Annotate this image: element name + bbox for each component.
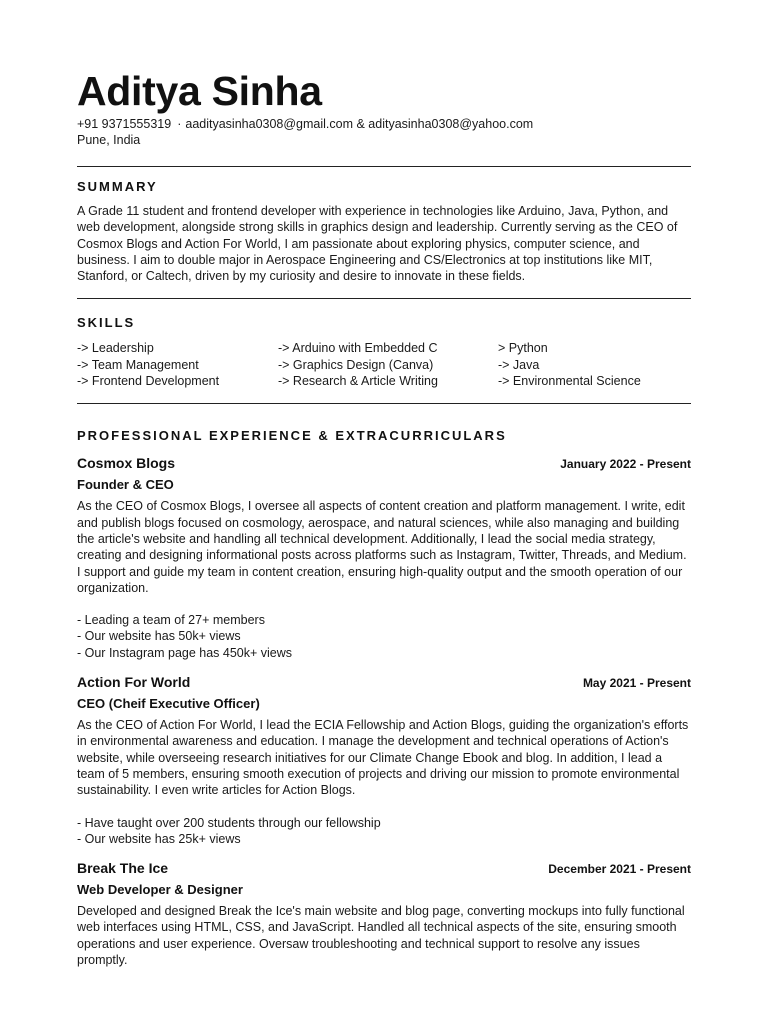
job-description: As the CEO of Action For World, I lead the ECIA Fellowship and Action Blogs, guiding the organization's efforts in environmental awareness and education. I manage the development and technical operations of Action's website, while overseeing research initiatives for our Climate Change Ebook and blog. In addition, I lead a team of 5 members, ensuring smooth execution of projects and driving our mission to promote environmental sustainability. I even write articles for Action Blogs. <box>77 718 689 798</box>
summary-text: A Grade 11 student and frontend developer with experience in technologies like Arduino, Java, Python, and web development, alongside strong skills in graphics design and leadership. Currently serving as the CEO of Cosmox Blogs and Action For World, I am passionate about exploring physics, computer science, and business. I aim to double major in Aerospace Engineering and CS/Electronics at top institutions like MIT, Stanford, or Caltech, driven by my curiosity and desire to innovate in these fields. <box>77 204 678 284</box>
experience-header <box>77 674 691 690</box>
phone-number: +91 9371555319 <box>77 117 172 131</box>
experience-entry <box>77 455 691 661</box>
job-title: Founder & CEO <box>77 477 174 493</box>
candidate-name: Aditya Sinha <box>77 68 322 114</box>
skill-item: > Python <box>498 341 548 356</box>
divider <box>77 403 691 404</box>
company-name: Cosmox Blogs <box>77 455 176 472</box>
experience-entry <box>77 860 691 968</box>
job-description: Developed and designed Break the Ice's main website and blog page, converting mockups into fully functional web interfaces using HTML, CSS, and JavaScript. Handled all technical aspects of the site, ensuring smooth operations and user experience. Oversaw troubleshooting and technical support to resolve any issues promptly. <box>77 904 685 968</box>
summary-heading: SUMMARY <box>77 179 158 194</box>
skill-item: -> Frontend Development <box>77 374 220 389</box>
skills-grid <box>77 340 691 389</box>
skill-item: -> Leadership <box>77 341 154 356</box>
skills-column-2 <box>278 340 498 389</box>
achievement-item: - Our website has 50k+ views <box>77 629 241 644</box>
contact-separator: · <box>177 117 182 131</box>
company-name: Break The Ice <box>77 860 169 877</box>
skills-heading: SKILLS <box>77 315 136 331</box>
contact-line <box>77 116 691 132</box>
job-title: CEO (Cheif Executive Officer) <box>77 696 260 712</box>
company-name: Action For World <box>77 674 191 691</box>
skill-item: -> Research & Article Writing <box>278 374 438 389</box>
skills-column-1 <box>77 340 278 389</box>
skill-item: -> Graphics Design (Canva) <box>278 357 434 372</box>
achievement-item: - Leading a team of 27+ members <box>77 613 265 628</box>
achievement-item: - Have taught over 200 students through our fellowship <box>77 815 381 830</box>
divider <box>77 298 691 299</box>
resume-content <box>77 66 691 968</box>
experience-header <box>77 860 691 876</box>
email-addresses: aadityasinha0308@gmail.com & adityasinha0308@yahoo.com <box>185 117 534 131</box>
location: Pune, India <box>77 133 141 147</box>
job-description: As the CEO of Cosmox Blogs, I oversee all aspects of content creation and platform management. I write, edit and publish blogs focused on cosmology, aerospace, and natural sciences, while also managing and building the article's website and handling all technical development. Additionally, I lead the social media strategy, creating and designing informational posts across platforms such as Instagram, Twitter, Threads, and Medium. I support and guide my team in content creation, ensuring high-quality output and the smooth operation of our organization. <box>77 499 687 595</box>
achievement-item: - Our website has 25k+ views <box>77 831 241 846</box>
experience-entry <box>77 674 691 847</box>
divider <box>77 166 691 167</box>
skill-item: -> Team Management <box>77 357 199 372</box>
job-title: Web Developer & Designer <box>77 882 243 898</box>
date-range: December 2021 - Present <box>548 862 691 877</box>
skills-column-3 <box>498 340 691 389</box>
date-range: January 2022 - Present <box>560 457 691 472</box>
skill-item: -> Arduino with Embedded C <box>278 341 438 356</box>
skill-item: -> Java <box>498 357 540 372</box>
achievement-item: - Our Instagram page has 450k+ views <box>77 645 293 660</box>
date-range: May 2021 - Present <box>582 676 691 691</box>
experience-header <box>77 455 691 471</box>
skill-item: -> Environmental Science <box>498 374 641 389</box>
achievement-list <box>77 815 691 848</box>
experience-heading: PROFESSIONAL EXPERIENCE & EXTRACURRICULARS <box>77 428 507 444</box>
achievement-list <box>77 612 691 661</box>
